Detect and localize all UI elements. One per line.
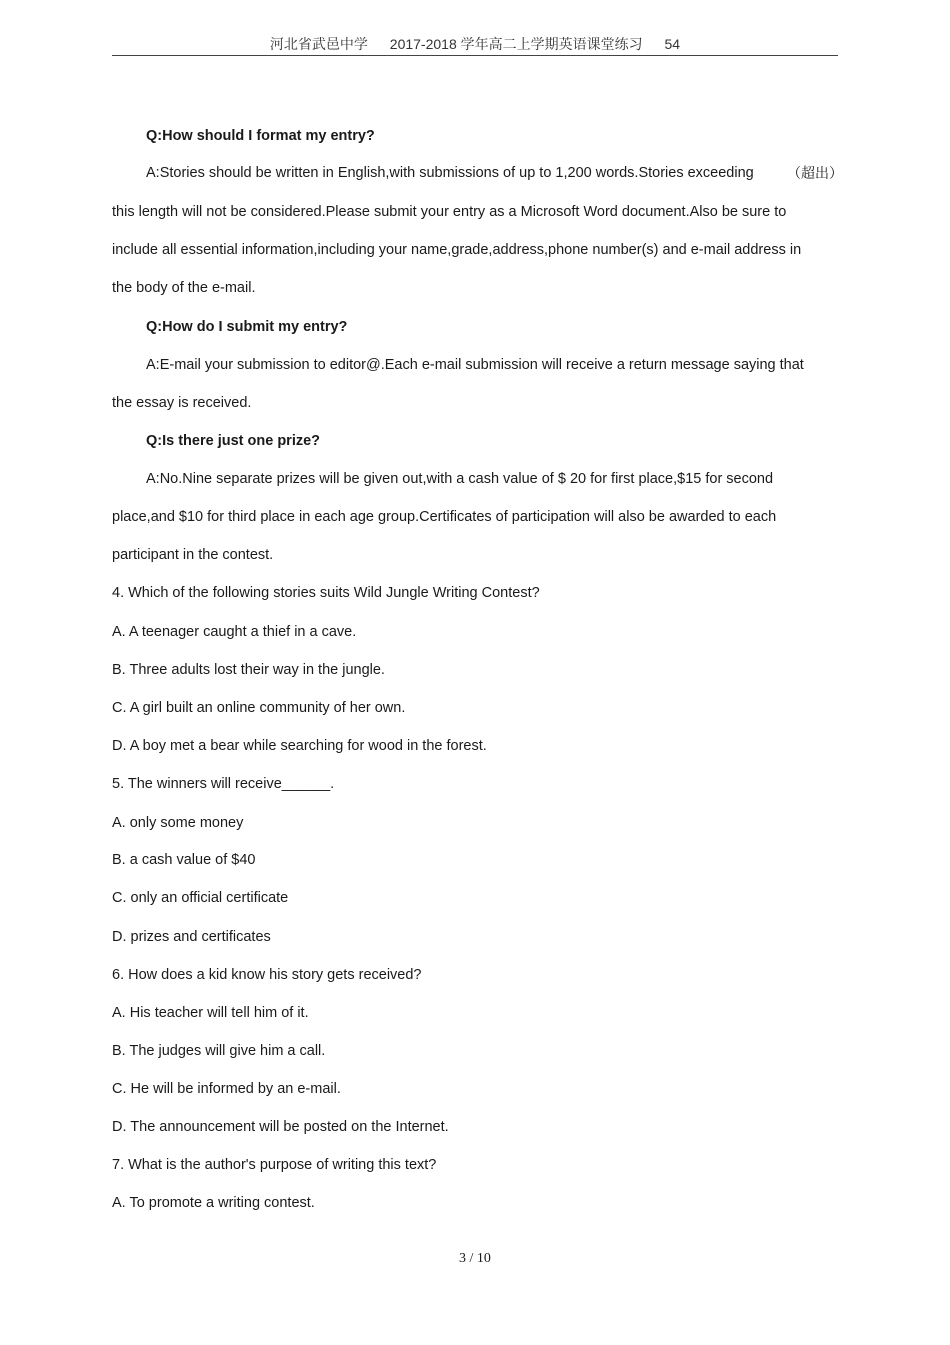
faq-answer-line: the body of the e-mail. xyxy=(112,280,256,296)
page-number: 3 / 10 xyxy=(459,1251,491,1266)
header-course: 2017-2018 学年高二上学期英语课堂练习 xyxy=(389,36,643,52)
faq-answer-line: participant in the contest. xyxy=(112,547,274,563)
answer-option: A. only some money xyxy=(112,815,244,831)
question-stem: 5. The winners will receive______. xyxy=(112,776,335,792)
answer-option: D. The announcement will be posted on the Internet. xyxy=(112,1119,449,1135)
answer-option: A. His teacher will tell him of it. xyxy=(112,1005,309,1021)
faq-answer-line: A:No.Nine separate prizes will be given out,with a cash value of $ 20 for first place,$15 for second xyxy=(146,471,774,487)
question-stem: 6. How does a kid know his story gets received? xyxy=(112,967,422,983)
faq-answer-line: the essay is received. xyxy=(112,395,252,411)
page-header xyxy=(112,34,838,54)
faq-answer-line: A:Stories should be written in English,with submissions of up to 1,200 words.Stories exceeding xyxy=(146,165,754,181)
header-school: 河北省武邑中学 xyxy=(269,36,368,52)
answer-option: C. A girl built an online community of her own. xyxy=(112,700,406,716)
header-divider xyxy=(112,55,838,56)
answer-option: B. The judges will give him a call. xyxy=(112,1043,326,1059)
faq-answer-line: include all essential information,including your name,grade,address,phone number(s) and e-mail address in xyxy=(112,242,802,258)
question-stem: 4. Which of the following stories suits Wild Jungle Writing Contest? xyxy=(112,585,540,601)
answer-option: B. Three adults lost their way in the jungle. xyxy=(112,662,385,678)
faq-answer-line: this length will not be considered.Please submit your entry as a Microsoft Word document.Also be sure to xyxy=(112,204,787,220)
answer-option: C. He will be informed by an e-mail. xyxy=(112,1081,341,1097)
answer-option: D. A boy met a bear while searching for wood in the forest. xyxy=(112,738,487,754)
faq-question: Q:Is there just one prize? xyxy=(146,433,321,449)
question-stem: 7. What is the author's purpose of writing this text? xyxy=(112,1157,437,1173)
answer-option: D. prizes and certificates xyxy=(112,929,271,945)
answer-option: B. a cash value of $40 xyxy=(112,852,256,868)
faq-answer-line: place,and $10 for third place in each age group.Certificates of participation will also be awarded to each xyxy=(112,509,777,525)
faq-answer-line: A:E-mail your submission to editor@.Each e-mail submission will receive a return message saying that xyxy=(146,357,804,373)
answer-option: C. only an official certificate xyxy=(112,890,289,906)
answer-option: A. To promote a writing contest. xyxy=(112,1195,315,1211)
answer-option: A. A teenager caught a thief in a cave. xyxy=(112,624,357,640)
faq-annotation: （超出） xyxy=(787,166,843,182)
header-number: 54 xyxy=(664,36,681,52)
faq-question: Q:How do I submit my entry? xyxy=(146,319,348,335)
faq-question: Q:How should I format my entry? xyxy=(146,128,375,144)
